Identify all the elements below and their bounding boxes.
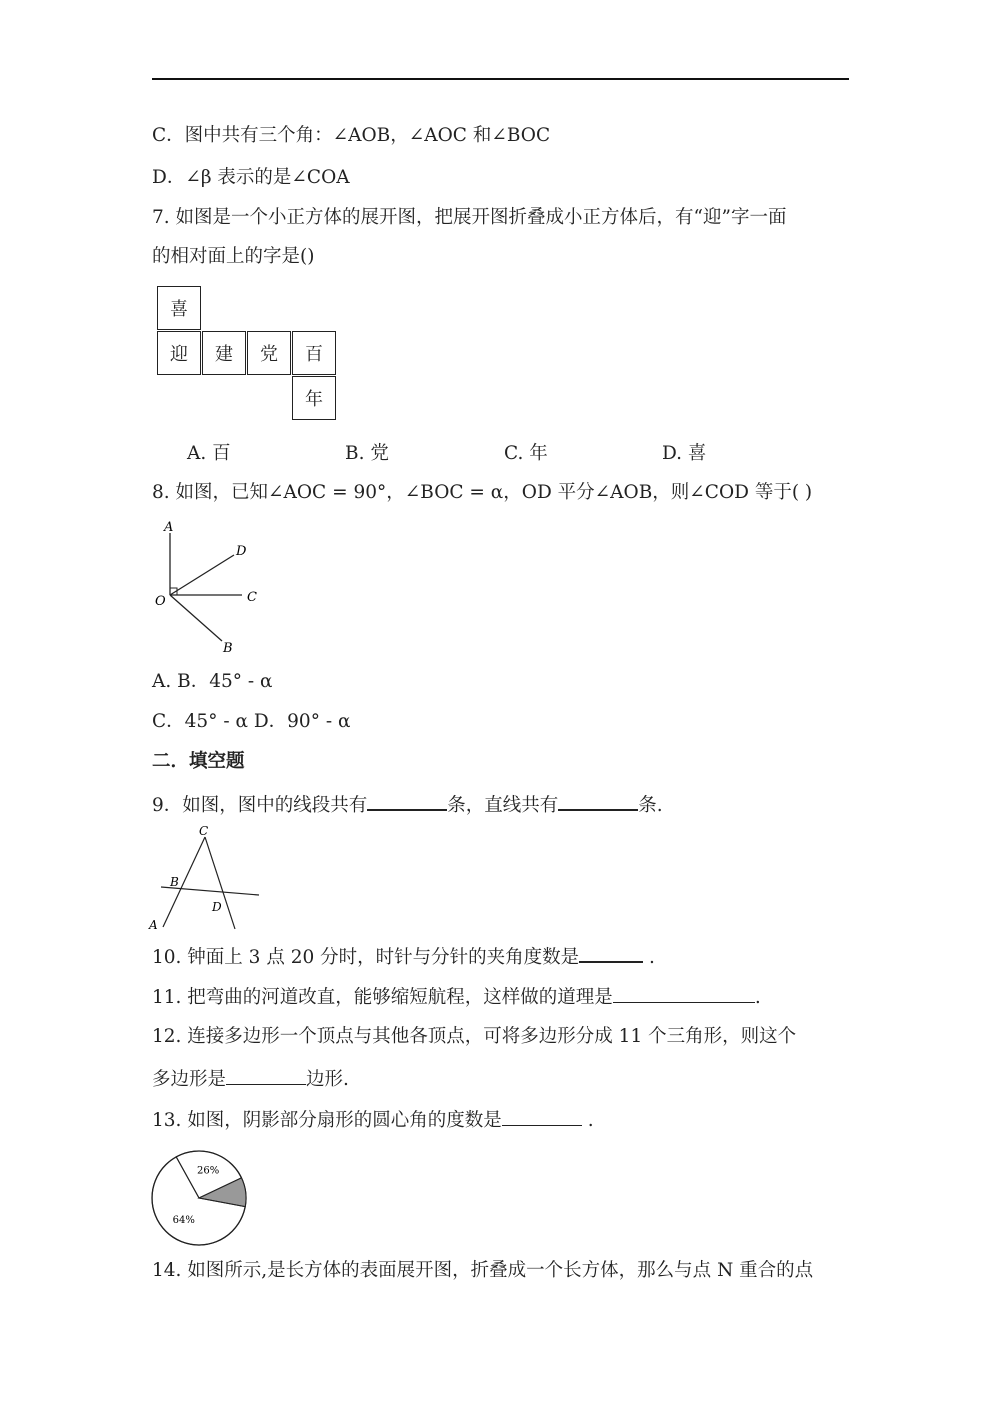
ray-od (170, 555, 234, 595)
q11-text (152, 984, 761, 1010)
net-face-3: 党 (247, 331, 291, 375)
section-title-fill-blank: 二．填空题 (152, 751, 245, 772)
q8-text: 8. 如图，已知∠AOC = 90°，∠BOC = α，OD 平分∠AOB，则∠COD 等于( ) (152, 482, 813, 503)
q12-part1: 多边形是 (152, 1069, 227, 1090)
net-face-1: 迎 (157, 331, 201, 375)
q10-blank[interactable] (579, 943, 643, 963)
q11-blank[interactable] (613, 984, 755, 1003)
q7-text-line2: 的相对面上的字是() (152, 246, 315, 267)
q10-text (152, 943, 655, 970)
q12-part2: 边形. (306, 1069, 349, 1090)
q9-part1: 9．如图，图中的线段共有 (152, 795, 368, 816)
label-o: O (155, 594, 166, 609)
line-segment-figure (145, 823, 270, 933)
q11-part1: 11. 把弯曲的河道改直，能够缩短航程，这样做的道理是 (152, 987, 613, 1008)
q7-option-d: D. 喜 (662, 443, 707, 464)
q7-option-a: A. 百 (187, 443, 231, 464)
line-cd (205, 837, 235, 929)
q6-option-c: C．图中共有三个角：∠AOB，∠AOC 和∠BOC (152, 125, 551, 146)
pie-label-2: 64% (172, 1215, 195, 1227)
ray-ob (170, 595, 222, 641)
q9-blank-1[interactable] (367, 791, 447, 811)
q13-text (152, 1107, 594, 1133)
pie-chart (148, 1147, 250, 1249)
net-face-2: 建 (202, 331, 246, 375)
q12-text-line1: 12. 连接多边形一个顶点与其他各顶点，可将多边形分成 11 个三角形，则这个 (152, 1026, 797, 1047)
q14-text: 14. 如图所示,是长方体的表面展开图，折叠成一个长方体，那么与点 N 重合的点 (152, 1260, 814, 1281)
label-a: A (164, 520, 174, 535)
q8-options-ab: A. B．45° - α (152, 671, 273, 692)
q9-text (152, 791, 663, 818)
q10-part1: 10. 钟面上 3 点 20 分时，时针与分针的夹角度数是 (152, 947, 580, 968)
q7-option-c: C. 年 (504, 443, 548, 464)
net-face-4: 百 (292, 331, 336, 375)
q6-option-d: D．∠β 表示的是∠COA (152, 167, 350, 188)
net-face-top: 喜 (157, 286, 201, 330)
q8-options-cd: C．45° - α D．90° - α (152, 711, 351, 732)
label-d: D (212, 900, 222, 914)
net-face-bottom: 年 (292, 376, 336, 420)
q12-text-line2 (152, 1066, 349, 1092)
q9-part2: 条，直线共有 (447, 795, 559, 816)
label-d: D (236, 544, 247, 559)
label-c: C (247, 590, 257, 605)
header-rule (152, 78, 849, 80)
pie-label-0: 26% (197, 1165, 220, 1177)
label-b: B (223, 641, 233, 655)
q13-blank[interactable] (502, 1107, 582, 1126)
q9-part3: 条. (638, 795, 663, 816)
q12-blank[interactable] (226, 1066, 306, 1085)
q13-part1: 13. 如图，阴影部分扇形的圆心角的度数是 (152, 1110, 502, 1131)
q10-part2: . (643, 947, 655, 968)
q7-text-line1: 7. 如图是一个小正方体的展开图，把展开图折叠成小正方体后，有“迎”字一面 (152, 207, 787, 228)
label-c: C (199, 824, 209, 838)
label-a: A (149, 918, 158, 932)
q13-part2: . (581, 1110, 594, 1131)
label-b: B (170, 875, 179, 889)
q11-part2: . (754, 987, 761, 1008)
angle-figure (150, 515, 270, 655)
q7-option-b: B. 党 (345, 443, 389, 464)
q9-blank-2[interactable] (558, 791, 638, 811)
